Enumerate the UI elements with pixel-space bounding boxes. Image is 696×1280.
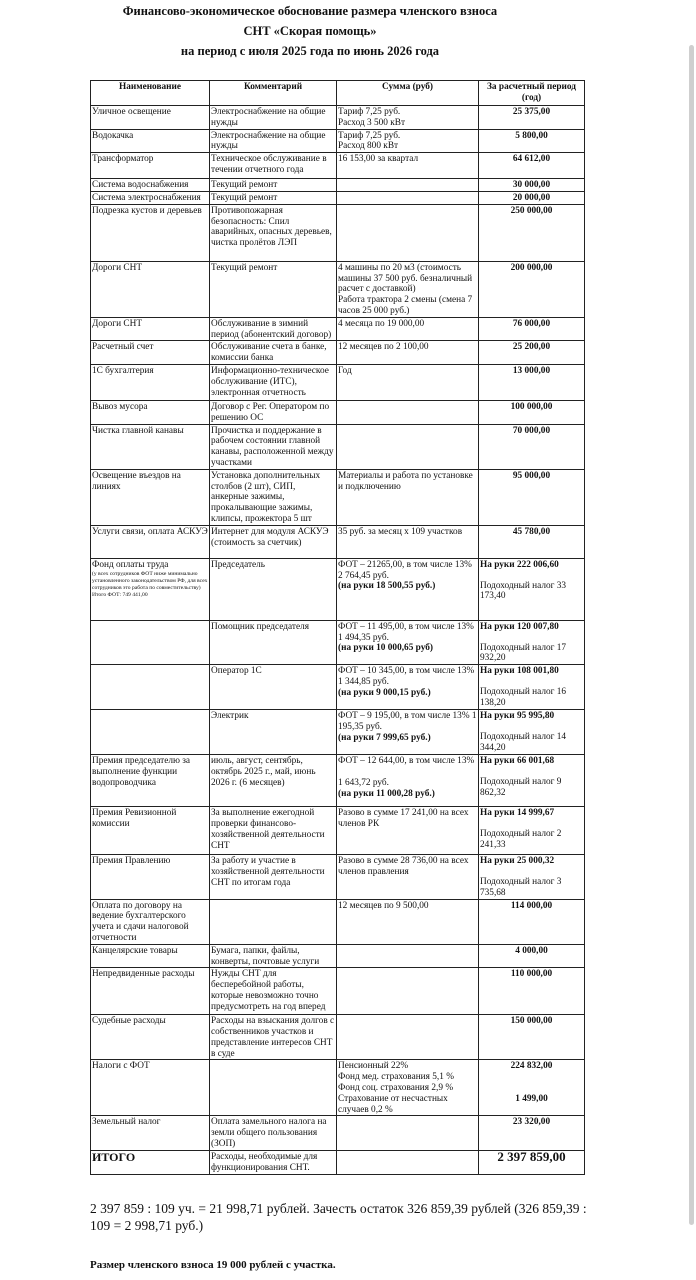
membership-fee-text: Размер членского взноса 19 000 рублей с участка. xyxy=(90,1259,336,1271)
sum-line: Материалы и работа по установке и подключению xyxy=(338,470,473,492)
period-value: 150 000,00 xyxy=(510,1016,553,1027)
period-tax-note: Подоходный налог 14 344,20 xyxy=(480,731,567,753)
sum-line: 16 153,00 за квартал xyxy=(338,154,419,165)
period-value: 25 375,00 xyxy=(512,107,551,117)
row-name xyxy=(91,153,210,179)
row-name-text: Оплата по договору на ведение бухгалтерского учета и сдачи налоговой отчетности xyxy=(92,900,189,943)
sum-line: Тариф 7,25 руб. xyxy=(338,130,401,141)
period-value: На руки 14 999,67 xyxy=(480,808,555,819)
sum-line: Разово в сумме 17 241,00 на всех членов РК xyxy=(338,808,469,829)
row-name-text: Чистка главной канавы xyxy=(92,425,184,436)
row-comment: Договор с Рег. Оператором по решению ОС xyxy=(210,400,337,424)
period-value: 5 800,00 xyxy=(515,130,548,141)
row-period xyxy=(479,424,585,469)
row-period xyxy=(479,558,585,620)
table-row xyxy=(91,968,585,1015)
table-row xyxy=(91,400,585,424)
row-name-text: Уличное освещение xyxy=(92,107,171,117)
header-name: Наименование xyxy=(91,81,210,106)
sum-line: Расход 800 кВт xyxy=(338,141,399,152)
period-value: На руки 95 995,80 xyxy=(480,711,555,722)
row-comment: Прочистка и поддержание в рабочем состоянии главной канавы, расположенной между участками xyxy=(210,424,337,469)
row-period xyxy=(479,1116,585,1151)
row-name xyxy=(91,424,210,469)
table-row xyxy=(91,944,585,968)
total-comment: Расходы, необходимые для функционирования СНТ. xyxy=(210,1151,337,1175)
row-sum xyxy=(337,807,479,855)
row-comment: Текущий ремонт xyxy=(210,261,337,317)
row-name xyxy=(91,106,210,130)
sum-line: ФОТ – 11 495,00, в том числе 13% 1 494,35 руб. xyxy=(338,621,474,643)
row-comment xyxy=(210,1060,337,1116)
row-sum xyxy=(337,899,479,944)
row-sum xyxy=(337,179,479,192)
table-row xyxy=(91,341,585,365)
row-name-text: Система водоснабжения xyxy=(92,180,189,191)
row-name xyxy=(91,899,210,944)
sum-line: ФОТ – 10 345,00, в том числе 13% 1 344,85 руб. xyxy=(338,666,475,687)
row-name-text: Премия председателю за выполнение функции водопроводчика xyxy=(92,756,191,788)
sum-net-pay: (на руки 18 500,55 руб.) xyxy=(338,581,436,592)
row-period xyxy=(479,106,585,130)
row-name-text: Канцелярские товары xyxy=(92,945,178,956)
table-row xyxy=(91,1060,585,1116)
row-period xyxy=(479,191,585,204)
row-comment: Электроснабжение на общие нужды xyxy=(210,129,337,153)
sum-line: 12 месяцев по 9 500,00 xyxy=(338,900,429,911)
row-name-text: Дороги СНТ xyxy=(92,262,142,273)
row-name-text: Налоги с ФОТ xyxy=(92,1061,150,1072)
row-period xyxy=(479,710,585,755)
row-name xyxy=(91,665,210,710)
row-period xyxy=(479,968,585,1015)
period-value: 70 000,00 xyxy=(512,425,551,436)
period-value: 76 000,00 xyxy=(512,318,551,329)
row-period xyxy=(479,755,585,807)
row-name xyxy=(91,710,210,755)
row-sum xyxy=(337,620,479,664)
row-comment: Электроснабжение на общие нужды xyxy=(210,106,337,130)
row-sum xyxy=(337,665,479,710)
table-row xyxy=(91,558,585,620)
period-value: 114 000,00 xyxy=(510,900,553,911)
period-value: 200 000,00 xyxy=(510,262,553,273)
total-row xyxy=(91,1151,585,1175)
period-extra-value: 1 499,00 xyxy=(515,1094,548,1105)
row-period xyxy=(479,179,585,192)
table-header-row xyxy=(91,81,585,106)
row-comment: июль, август, сентябрь, октябрь 2025 г., май, июнь 2026 г. (6 месяцев) xyxy=(210,755,337,807)
sum-line: ФОТ – 21265,00, в том числе 13% 2 764,45 руб. xyxy=(338,559,472,581)
total-label: ИТОГО xyxy=(91,1151,210,1175)
row-name xyxy=(91,1060,210,1116)
row-period xyxy=(479,807,585,855)
row-name-text: Расчетный счет xyxy=(92,342,154,353)
row-sum xyxy=(337,153,479,179)
row-comment: Текущий ремонт xyxy=(210,191,337,204)
period-value: 95 000,00 xyxy=(512,470,551,481)
period-value: 45 780,00 xyxy=(512,526,551,537)
sum-line: 4 машины по 20 м3 (стоимость машины 37 500 руб. безналичный расчет с доставкой) xyxy=(338,262,473,295)
row-sum xyxy=(337,525,479,558)
row-name xyxy=(91,807,210,855)
table-row xyxy=(91,191,585,204)
row-sum xyxy=(337,129,479,153)
row-period xyxy=(479,204,585,261)
row-sum xyxy=(337,317,479,341)
sum-line: Работа трактора 2 смены (смена 7 часов 25 000 руб.) xyxy=(338,295,473,316)
table-row xyxy=(91,364,585,400)
row-name xyxy=(91,620,210,664)
table-row xyxy=(91,106,585,130)
sum-net-pay: (на руки 7 999,65 руб.) xyxy=(338,732,431,743)
row-period xyxy=(479,1015,585,1060)
period-tax-note: Подоходный налог 33 173,40 xyxy=(480,580,567,602)
row-comment: Председатель xyxy=(210,558,337,620)
period-value: 64 612,00 xyxy=(512,154,551,165)
period-value: 224 832,00 xyxy=(510,1061,553,1072)
row-sum xyxy=(337,424,479,469)
row-sum xyxy=(337,1116,479,1151)
sum-net-pay: (на руки 11 000,28 руб.) xyxy=(338,788,435,799)
sum-line: Фонд соц. страхования 2,9 % xyxy=(338,1083,454,1094)
table-row xyxy=(91,153,585,179)
row-comment: За выполнение ежегодной проверки финансово-хозяйственной деятельности СНТ xyxy=(210,807,337,855)
row-name xyxy=(91,261,210,317)
row-period xyxy=(479,944,585,968)
sum-line: Расход 3 500 кВт xyxy=(338,117,406,128)
table-row xyxy=(91,807,585,855)
row-sum xyxy=(337,261,479,317)
row-name-text: Система электроснабжения xyxy=(92,192,201,203)
period-value: На руки 66 001,68 xyxy=(480,756,555,767)
period-tax-note: Подоходный налог 2 241,33 xyxy=(480,828,562,850)
row-sum xyxy=(337,755,479,807)
row-name-text: Водокачка xyxy=(92,130,134,141)
table-row xyxy=(91,317,585,341)
row-name xyxy=(91,944,210,968)
row-name-text: Фонд оплаты труда xyxy=(92,559,169,570)
sum-line: Пенсионный 22% xyxy=(338,1061,409,1072)
table-row xyxy=(91,525,585,558)
row-sum xyxy=(337,1060,479,1116)
row-name xyxy=(91,525,210,558)
period-value: 20 000,00 xyxy=(512,192,551,203)
row-comment: Обслуживание в зимний период (абонентский договор) xyxy=(210,317,337,341)
sum-line: 4 месяца по 19 000,00 xyxy=(338,318,425,329)
sum-line: Год xyxy=(338,365,352,376)
period-value: 13 000,00 xyxy=(512,365,551,376)
document-title-line-2: СНТ «Скорая помощь» xyxy=(243,24,377,38)
row-sum xyxy=(337,968,479,1015)
row-name xyxy=(91,341,210,365)
period-value: 100 000,00 xyxy=(510,401,553,412)
row-sum xyxy=(337,106,479,130)
row-period xyxy=(479,469,585,525)
row-comment: Оплата замельного налога на земли общего пользования (ЗОП) xyxy=(210,1116,337,1151)
row-name xyxy=(91,469,210,525)
period-value: 25 200,00 xyxy=(512,342,551,353)
row-period xyxy=(479,400,585,424)
row-sum xyxy=(337,710,479,755)
sum-line: ФОТ – 12 644,00, в том числе 13% xyxy=(338,756,475,767)
row-comment: За работу и участие в хозяйственной деятельности СНТ по итогам года xyxy=(210,855,337,899)
header-sum: Сумма (руб) xyxy=(337,81,479,106)
row-name-text: 1С бухгалтерия xyxy=(92,365,154,376)
document-title-line-3: на период с июля 2025 года по июнь 2026 года xyxy=(180,44,440,58)
row-name-text: Земельный налог xyxy=(92,1117,161,1128)
row-name xyxy=(91,1015,210,1060)
row-name xyxy=(91,364,210,400)
table-row xyxy=(91,129,585,153)
header-comment: Комментарий xyxy=(210,81,337,106)
row-name-text: Услуги связи, оплата АСКУЭ xyxy=(92,526,208,537)
period-tax-note: Подоходный налог 3 735,68 xyxy=(480,876,562,898)
row-comment: Обслуживание счета в банке, комиссии банка xyxy=(210,341,337,365)
row-comment: Текущий ремонт xyxy=(210,179,337,192)
row-comment xyxy=(210,899,337,944)
row-name-note: (у всех сотрудников ФОТ ниже минимально установленного законодательством РФ, для всех сотрудников это работа по совместительству) Итого ФОТ: 749 441,00 xyxy=(92,570,208,598)
period-value: 30 000,00 xyxy=(512,180,551,191)
total-value: 2 397 859,00 xyxy=(479,1151,585,1175)
row-comment: Помощник председателя xyxy=(210,620,337,664)
row-name xyxy=(91,191,210,204)
row-name-text: Премия Правлению xyxy=(92,856,171,867)
row-period xyxy=(479,1060,585,1116)
table-row xyxy=(91,469,585,525)
row-name-text: Непредвиденные расходы xyxy=(92,969,195,980)
row-name xyxy=(91,558,210,620)
row-name xyxy=(91,1116,210,1151)
period-value: На руки 25 000,32 xyxy=(480,856,555,867)
row-name xyxy=(91,317,210,341)
row-name xyxy=(91,204,210,261)
row-sum xyxy=(337,341,479,365)
row-period xyxy=(479,261,585,317)
total-sum xyxy=(337,1151,479,1175)
sum-line: 12 месяцев по 2 100,00 xyxy=(338,342,429,353)
sum-net-pay: (на руки 9 000,15 руб.) xyxy=(338,687,431,698)
row-sum xyxy=(337,469,479,525)
header-period: За расчетный период (год) xyxy=(479,81,585,106)
row-name-text: Освещение въездов на линиях xyxy=(92,470,181,492)
row-period xyxy=(479,525,585,558)
row-period xyxy=(479,317,585,341)
row-sum xyxy=(337,855,479,899)
row-comment: Нужды СНТ для бесперебойной работы, которые невозможно точно предусмотреть на год вперед xyxy=(210,968,337,1015)
row-sum xyxy=(337,191,479,204)
sum-line: Тариф 7,25 руб. xyxy=(338,107,401,117)
table-row xyxy=(91,261,585,317)
table-row xyxy=(91,855,585,899)
period-tax-note: Подоходный налог 16 138,20 xyxy=(480,686,567,708)
row-name-text: Трансформатор xyxy=(92,154,154,165)
row-period xyxy=(479,620,585,664)
row-name-text: Дороги СНТ xyxy=(92,318,142,329)
period-tax-note: Подоходный налог 9 862,32 xyxy=(480,776,562,798)
sum-line: 1 643,72 руб. xyxy=(338,777,389,788)
row-comment: Расходы на взыскания долгов с собственников участков и представление интересов СНТ в суде xyxy=(210,1015,337,1060)
row-comment: Интернет для модуля АСКУЭ (стоимость за счетчик) xyxy=(210,525,337,558)
budget-table xyxy=(90,80,585,1175)
period-tax-note: Подоходный налог 17 932,20 xyxy=(480,642,567,664)
period-value: 23 320,00 xyxy=(512,1117,551,1128)
period-value: 4 000,00 xyxy=(515,945,548,956)
row-comment: Оператор 1С xyxy=(210,665,337,710)
row-name xyxy=(91,400,210,424)
sum-line: ФОТ – 9 195,00, в том числе 13% 1 195,35 руб. xyxy=(338,711,477,732)
scrollbar[interactable] xyxy=(689,45,694,1225)
period-value: На руки 222 006,60 xyxy=(480,559,559,570)
row-sum xyxy=(337,204,479,261)
table-row xyxy=(91,1015,585,1060)
row-name-text: Подрезка кустов и деревьев xyxy=(92,205,202,216)
row-name-text: Премия Ревизионной комиссии xyxy=(92,808,177,829)
row-period xyxy=(479,364,585,400)
row-comment: Электрик xyxy=(210,710,337,755)
table-row xyxy=(91,1116,585,1151)
row-name xyxy=(91,129,210,153)
row-sum xyxy=(337,364,479,400)
row-sum xyxy=(337,944,479,968)
period-value: На руки 120 007,80 xyxy=(480,621,559,632)
row-sum xyxy=(337,1015,479,1060)
table-row xyxy=(91,899,585,944)
row-comment: Противопожарная безопасность: Спил аварийных, опасных деревьев, чистка пролётов ЛЭП xyxy=(210,204,337,261)
row-name xyxy=(91,968,210,1015)
row-comment: Установка дополнительных столбов (2 шт), СИП, анкерные зажимы, прокалывающие зажимы, клипсы, прожектора 5 шт xyxy=(210,469,337,525)
row-sum xyxy=(337,400,479,424)
period-value: На руки 108 001,80 xyxy=(480,666,559,677)
row-period xyxy=(479,899,585,944)
table-row xyxy=(91,204,585,261)
row-name xyxy=(91,179,210,192)
document-title-line-1: Финансово-экономическое обоснование размера членского взноса xyxy=(122,4,498,18)
period-value: 110 000,00 xyxy=(510,969,553,980)
table-row xyxy=(91,710,585,755)
table-row xyxy=(91,665,585,710)
row-comment: Информационно-техническое обслуживание (ИТС), электронная отчетность xyxy=(210,364,337,400)
row-comment: Бумага, папки, файлы, конверты, почтовые услуги xyxy=(210,944,337,968)
sum-line: Страхование от несчастных случаев 0,2 % xyxy=(338,1093,448,1115)
period-value: 250 000,00 xyxy=(510,205,553,216)
row-name-text: Вывоз мусора xyxy=(92,401,148,412)
table-row xyxy=(91,179,585,192)
calculation-text: 2 397 859 : 109 уч. = 21 998,71 рублей. Зачесть остаток 326 859,39 рублей (326 859,39 : 109 = 2 998,71 руб.) xyxy=(90,1201,587,1233)
table-row xyxy=(91,755,585,807)
row-period xyxy=(479,665,585,710)
row-comment: Техническое обслуживание в течении отчетного года xyxy=(210,153,337,179)
row-name-text: Судебные расходы xyxy=(92,1016,166,1027)
row-name xyxy=(91,855,210,899)
sum-net-pay: (на руки 10 000,65 руб) xyxy=(338,643,433,654)
row-period xyxy=(479,153,585,179)
sum-line: Фонд мед. страхования 5,1 % xyxy=(338,1072,454,1083)
sum-line: 35 руб. за месяц х 109 участков xyxy=(338,526,463,537)
row-sum xyxy=(337,558,479,620)
sum-line: Разово в сумме 28 736,00 на всех членов правления xyxy=(338,856,469,877)
table-row xyxy=(91,620,585,664)
row-name xyxy=(91,755,210,807)
row-period xyxy=(479,129,585,153)
row-period xyxy=(479,855,585,899)
row-period xyxy=(479,341,585,365)
table-row xyxy=(91,424,585,469)
